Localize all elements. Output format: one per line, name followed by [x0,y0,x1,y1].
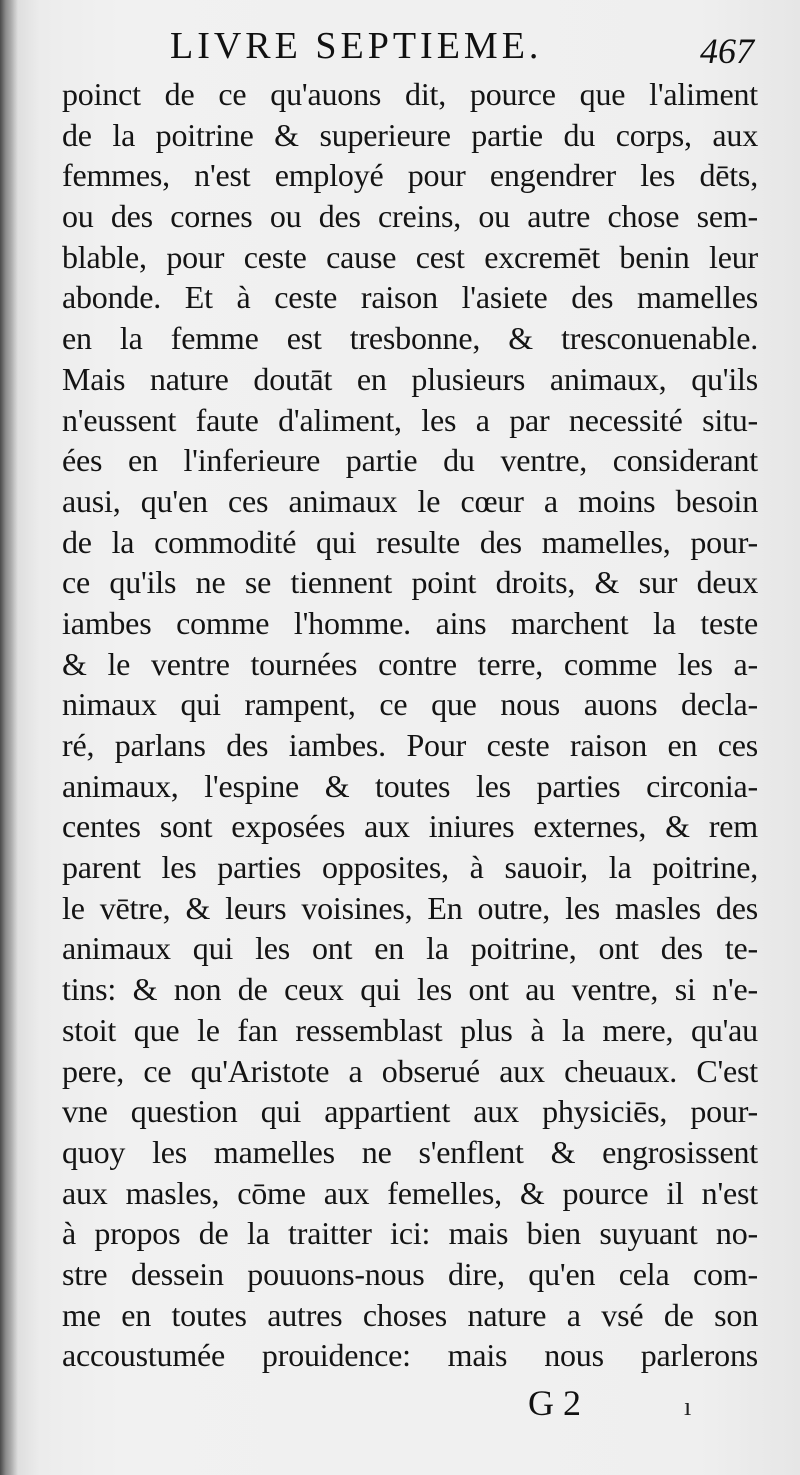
text-line: animaux, l'espine & toutes les parties circonia- [62,767,758,804]
running-head: LIVRE SEPTIEME. [170,25,543,67]
text-line: femmes, n'est employé pour engendrer les dēts, [62,157,758,194]
text-line: blable, pour ceste cause cest excremēt benin leur [62,238,758,275]
gutter-shadow [0,0,18,1475]
text-line: de la commodité qui resulte des mamelles, pour- [62,523,758,560]
text-line: quoy les mamelles ne s'enflent & engrosissent [62,1133,758,1170]
text-line: abonde. Et à ceste raison l'asiete des mamelles [62,279,758,316]
text-line: tins: & non de ceux qui les ont au ventre, si n'e- [62,971,758,1008]
text-line: & le ventre tournées contre terre, comme les a- [62,645,758,682]
text-line: ce qu'ils ne se tiennent point droits, & sur deux [62,564,758,601]
text-line: de la poitrine & superieure partie du corps, aux [62,116,758,153]
body-text [62,74,758,1376]
text-line: accoustumée prouidence: mais nous parlerons [62,1337,758,1374]
text-line: en la femme est tresbonne, & tresconuenable. [62,320,758,357]
text-line: iambes comme l'homme. ains marchent la teste [62,604,758,641]
text-line: nimaux qui rampent, ce que nous auons decla- [62,686,758,723]
text-line: Mais nature doutāt en plusieurs animaux, qu'ils [62,360,758,397]
text-line: vne question qui appartient aux physiciēs, pour- [62,1093,758,1130]
text-line: me en toutes autres choses nature a vsé de son [62,1296,758,1333]
page-header [0,18,800,74]
catch-mark: ı [684,1392,692,1421]
text-line: centes sont exposées aux iniures externes, & rem [62,808,758,845]
text-line: aux masles, cōme aux femelles, & pource il n'est [62,1174,758,1211]
text-line: stre dessein pouuons-nous dire, qu'en cela com- [62,1255,758,1292]
text-line: n'eussent faute d'aliment, les a par necessité situ- [62,401,758,438]
page-number: 467 [700,31,754,71]
text-line: ées en l'inferieure partie du ventre, considerant [62,442,758,479]
text-line: ou des cornes ou des creins, ou autre chose sem- [62,198,758,235]
text-line: animaux qui les ont en la poitrine, ont des te- [62,930,758,967]
text-line: poinct de ce qu'auons dit, pource que l'aliment [62,76,758,112]
text-line: ausi, qu'en ces animaux le cœur a moins besoin [62,482,758,519]
text-line: ré, parlans des iambes. Pour ceste raison en ces [62,727,758,763]
text-line: stoit que le fan ressemblast plus à la mere, qu'au [62,1011,758,1048]
text-line: pere, ce qu'Aristote a obserué aux cheuaux. C'est [62,1052,758,1089]
signature-mark: G 2 [528,1383,581,1423]
text-line: parent les parties opposites, à sauoir, la poitrine, [62,849,758,886]
text-line: le vētre, & leurs voisines, En outre, les masles des [62,889,758,926]
text-line: à propos de la traitter ici: mais bien suyuant no- [62,1215,758,1252]
